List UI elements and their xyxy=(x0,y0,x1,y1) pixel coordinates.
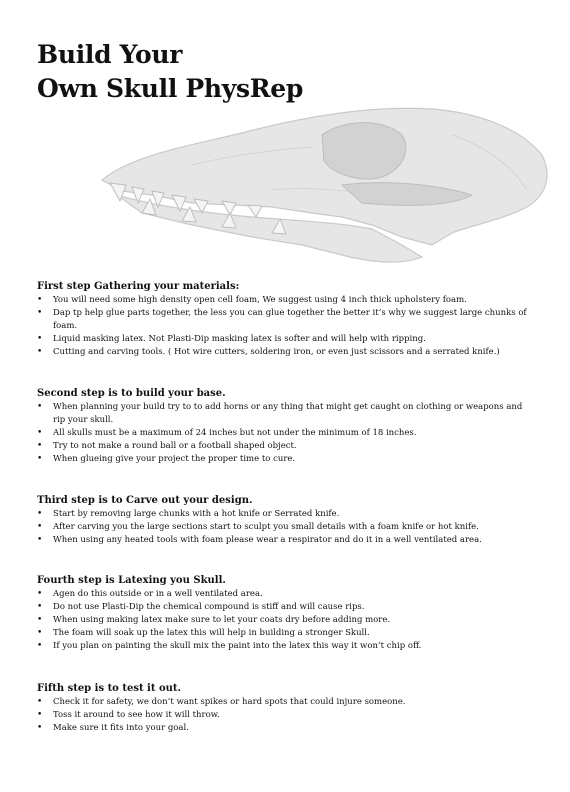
section-heading: Fifth step is to test it out. xyxy=(37,683,181,694)
page-title xyxy=(37,38,303,106)
list-item: • Toss it around to see how it will throw. xyxy=(37,709,537,722)
skull-illustration xyxy=(72,95,570,275)
list-item: • Agen do this outside or in a well ventilated area. xyxy=(37,588,537,601)
list-item: • All skulls must be a maximum of 24 inches but not under the minimum of 18 inches. xyxy=(37,427,537,440)
list-item: • When using any heated tools with foam please wear a respirator and do it in a well ventilated area. xyxy=(37,534,537,547)
list-item: • When planning your build try to to add horns or any thing that might get caught on clothing or weapons and rip your skull. xyxy=(37,401,537,427)
list-item: • Liquid masking latex. Not Plasti-Dip masking latex is softer and will help with ripping. xyxy=(37,333,537,346)
bullet-list xyxy=(37,508,537,547)
title-line-2: Own Skull PhysRep xyxy=(37,74,304,103)
bullet-list xyxy=(37,588,537,653)
bullet-list xyxy=(37,696,537,735)
list-item: • Check it for safety, we don’t want spikes or hard spots that could injure someone. xyxy=(37,696,537,709)
list-item: • Make sure it fits into your goal. xyxy=(37,722,537,735)
section-heading: Second step is to build your base. xyxy=(37,388,226,399)
section-heading: Fourth step is Latexing you Skull. xyxy=(37,575,226,586)
list-item: • Try to not make a round ball or a football shaped object. xyxy=(37,440,537,453)
bullet-list xyxy=(37,294,537,359)
section-latexing xyxy=(37,574,537,653)
title-line-1: Build Your xyxy=(37,40,183,69)
list-item: • When using making latex make sure to let your coats dry before adding more. xyxy=(37,614,537,627)
list-item: • Dap tp help glue parts together, the less you can glue together the better it’s why we suggest large chunks of foam. xyxy=(37,307,537,333)
section-test-it-out xyxy=(37,682,537,735)
bullet-list xyxy=(37,401,537,466)
list-item: • Start by removing large chunks with a hot knife or Serrated knife. xyxy=(37,508,537,521)
section-build-base xyxy=(37,387,537,466)
list-item: • After carving you the large sections start to sculpt you small details with a foam knife or hot knife. xyxy=(37,521,537,534)
section-carve-design xyxy=(37,494,537,547)
list-item: • When glueing give your project the proper time to cure. xyxy=(37,453,537,466)
list-item: • The foam will soak up the latex this will help in building a stronger Skull. xyxy=(37,627,537,640)
list-item: • You will need some high density open cell foam, We suggest using 4 inch thick upholstery foam. xyxy=(37,294,537,307)
section-gathering-materials xyxy=(37,280,537,359)
section-heading: First step Gathering your materials: xyxy=(37,281,240,292)
section-heading: Third step is to Carve out your design. xyxy=(37,495,253,506)
list-item: • Do not use Plasti-Dip the chemical compound is stiff and will cause rips. xyxy=(37,601,537,614)
list-item: • Cutting and carving tools. ( Hot wire cutters, soldering iron, or even just scissors and a serrated knife.) xyxy=(37,346,537,359)
list-item: • If you plan on painting the skull mix the paint into the latex this way it won’t chip off. xyxy=(37,640,537,653)
